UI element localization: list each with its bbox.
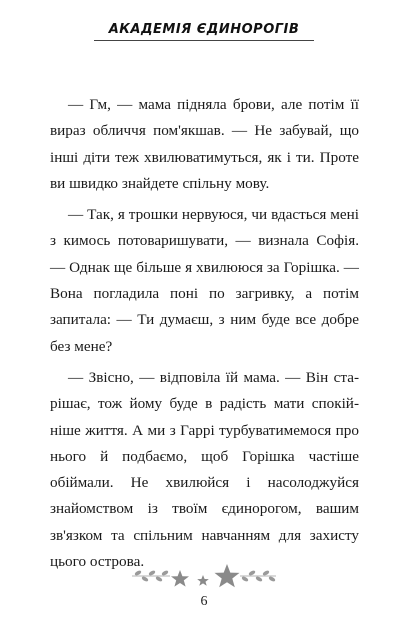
book-title: АКАДЕМІЯ ЄДИНОРОГІВ (108, 22, 300, 37)
header-underline (94, 40, 314, 41)
body-text (50, 92, 359, 580)
paragraph: — Так, я трошки нервуюся, чи вдасться мені з кимось потоваришувати, — визнала Софія. — Однак ще більше я хвилююся за Горішка. — Вона погладила поні по загривку, а потім запитала: — Ти думаєш, з ним буде все добре без мене? (50, 206, 359, 355)
stars-and-branches-ornament-icon (0, 562, 408, 590)
paragraph: — Звісно, — відповіла їй мама. — Він старішає, тож йому буде в радість мати спокійніше життя. А ми з Гаррі турбуватимемося про нього й подбаємо, щоб Горішка частіше обіймали. Не хвилюйся і насолоджуйся знайомством із твоїм єдинорогом, вашим зв'язком та спільним навчанням для захисту цього острова. (50, 368, 359, 571)
running-header (0, 22, 408, 41)
paragraph: — Гм, — мама підняла брови, але потім її вираз обличчя пом'якшав. — Не забувай, що інші діти теж хвилюватимуться, як і ти. Проте ви швидко знайдете спільну мову. (50, 96, 359, 192)
page-number: 6 (200, 594, 208, 609)
